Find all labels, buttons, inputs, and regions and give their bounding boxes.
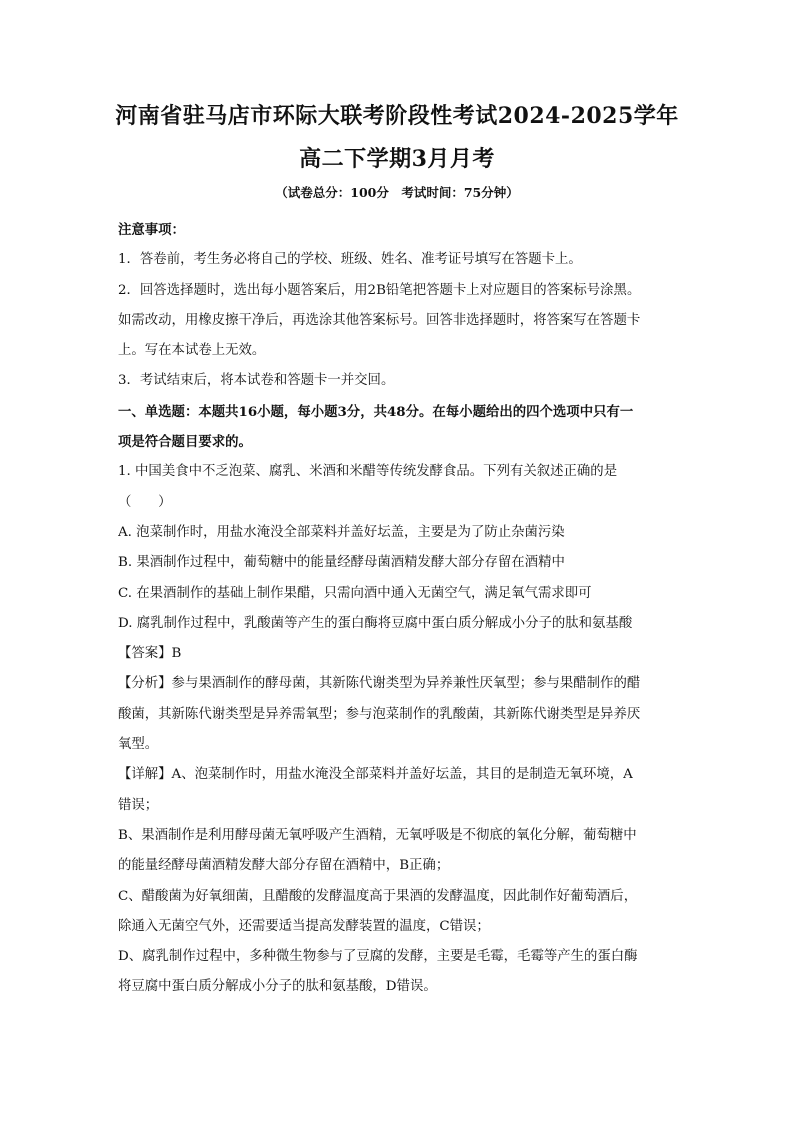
section-heading-line: 一、单选题：本题共16小题，每小题3分，共48分。在每小题给出的四个选项中只有一 <box>118 403 634 420</box>
option-b: B. 果酒制作过程中，葡萄糖中的能量经酵母菌酒精发酵大部分存留在酒精中 <box>118 555 565 571</box>
detail-line: 除通入无菌空气外，还需要适当提高发酵装置的温度，C错误； <box>118 918 490 934</box>
section-heading-line: 项是符合题目要求的。 <box>118 434 252 451</box>
detail-line: 【详解】A、泡菜制作时，用盐水淹没全部菜料并盖好坛盖，其目的是制造无氧环境，A <box>118 767 633 783</box>
analysis-line: 【分析】参与果酒制作的酵母菌，其新陈代谢类型为异养兼性厌氧型；参与果醋制作的醋 <box>118 676 641 692</box>
document-body <box>118 215 674 1003</box>
document-title-line-1: 河南省驻马店市环际大联考阶段性考试2024-2025学年 <box>115 103 679 129</box>
note-line: 3．考试结束后，将本试卷和答题卡一并交回。 <box>118 373 395 389</box>
question-stem-line: （ ） <box>118 494 172 510</box>
question-stem-line: 1. 中国美食中不乏泡菜、腐乳、米酒和米醋等传统发酵食品。下列有关叙述正确的是 <box>118 464 618 480</box>
detail-line: 错误； <box>118 797 159 813</box>
answer-line: 【答案】B <box>118 646 182 662</box>
exam-info-subtitle: （试卷总分：100分 考试时间：75分钟） <box>275 185 519 200</box>
option-d: D. 腐乳制作过程中，乳酸菌等产生的蛋白酶将豆腐中蛋白质分解成小分子的肽和氨基酸 <box>118 615 633 631</box>
note-line: 如需改动，用橡皮擦干净后，再选涂其他答案标号。回答非选择题时，将答案写在答题卡 <box>118 312 641 328</box>
document-title-line-2: 高二下学期3月月考 <box>299 146 495 172</box>
note-line: 2．回答选择题时，选出每小题答案后，用2B铅笔把答题卡上对应题目的答案标号涂黑。 <box>118 282 641 298</box>
detail-line: C、醋酸菌为好氧细菌，且醋酸的发酵温度高于果酒的发酵温度，因此制作好葡萄酒后， <box>118 888 638 904</box>
notes-heading: 注意事项： <box>118 222 185 238</box>
analysis-line: 氧型。 <box>118 737 159 753</box>
note-line: 上。写在本试卷上无效。 <box>118 343 266 359</box>
detail-line: B、果酒制作是利用酵母菌无氧呼吸产生酒精，无氧呼吸是不彻底的氧化分解，葡萄糖中 <box>118 827 637 843</box>
analysis-line: 酸菌，其新陈代谢类型是异养需氧型；参与泡菜制作的乳酸菌，其新陈代谢类型是异养厌 <box>118 706 641 722</box>
note-line: 1．答卷前，考生务必将自己的学校、班级、姓名、准考证号填写在答题卡上。 <box>118 252 582 268</box>
detail-line: D、腐乳制作过程中，多种微生物参与了豆腐的发酵，主要是毛霉，毛霉等产生的蛋白酶 <box>118 949 638 965</box>
option-a: A. 泡菜制作时，用盐水淹没全部菜料并盖好坛盖，主要是为了防止杂菌污染 <box>118 524 565 540</box>
detail-line: 的能量经酵母菌酒精发酵大部分存留在酒精中，B正确； <box>118 858 450 874</box>
option-c: C. 在果酒制作的基础上制作果醋，只需向酒中通入无菌空气，满足氧气需求即可 <box>118 585 592 601</box>
detail-line: 将豆腐中蛋白质分解成小分子的肽和氨基酸，D错误。 <box>118 979 437 995</box>
